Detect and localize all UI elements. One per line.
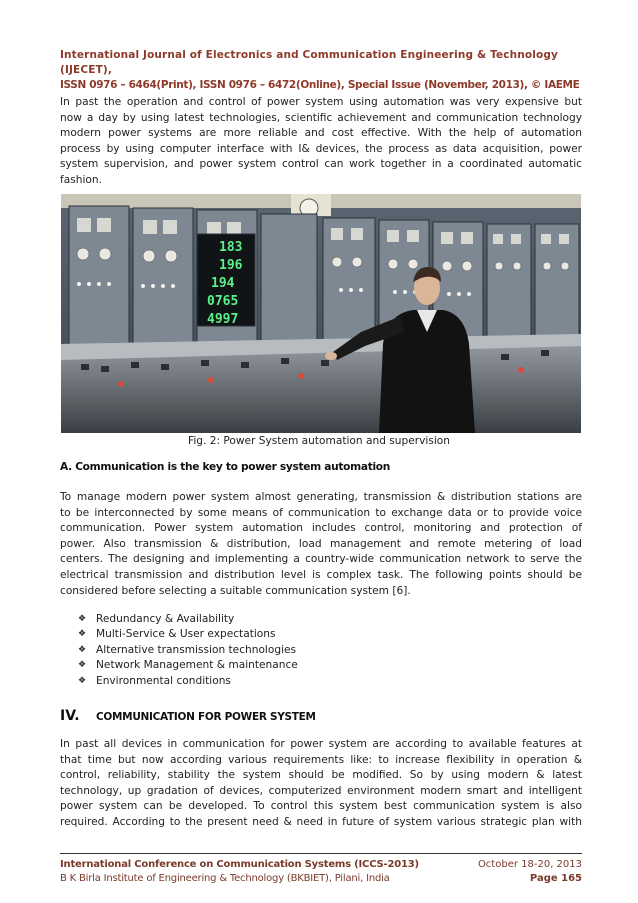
intro-paragraph — [60, 95, 582, 189]
section-iv-line: that time but now according various requirements like: to increase flexibility in operation & — [60, 753, 582, 766]
list-item — [78, 643, 298, 658]
list-item-text: Redundancy & Availability — [96, 613, 235, 625]
control-room-photo — [61, 194, 581, 433]
diamond-bullet-icon: ❖ — [78, 660, 87, 671]
list-item — [78, 612, 298, 627]
footer-conference: International Conference on Communication Systems (ICCS-2013) — [60, 859, 419, 870]
journal-title-line: International Journal of Electronics and Communication Engineering & Technology (IJECET), — [60, 49, 559, 76]
section-a-line: To manage modern power system almost generating, transmission & distribution stations are — [60, 491, 582, 503]
section-iv-heading — [60, 705, 316, 724]
list-item — [78, 627, 298, 642]
intro-line: modern power systems are more reliable and cost effective. With the help of automation — [60, 127, 582, 140]
section-a-line: considered before selecting a suitable communication system [6]. — [60, 584, 411, 597]
footer-divider — [60, 853, 582, 854]
section-a-line: communication. Power system automation includes control, monitoring and protection of — [60, 522, 582, 535]
section-a-paragraph — [60, 490, 582, 599]
intro-line: system supervision, and power system control can work together in a coordinated automatic — [60, 158, 582, 171]
section-iv-line: required. According to the present need & need in future of system various strategic plan with — [60, 815, 582, 828]
list-item-text: Multi-Service & User expectations — [96, 628, 276, 641]
footer-page-info — [478, 858, 582, 886]
list-item — [78, 658, 298, 673]
diamond-bullet-icon: ❖ — [78, 644, 87, 655]
journal-header — [60, 48, 582, 93]
section-a-line: power. Also transmission & distribution, load management and remote metering of load — [60, 537, 582, 550]
section-iv-line: power system can be developed. To control this system best communication system is also — [60, 800, 582, 813]
list-item-text: Alternative transmission technologies — [96, 643, 297, 656]
intro-line: In past the operation and control of power system using automation was very expensive but — [60, 96, 582, 108]
diamond-bullet-icon: ❖ — [78, 675, 87, 686]
intro-line: process by using computer interface with I& devices, the process as data acquisition, power — [60, 142, 582, 155]
section-a-heading: A. Communication is the key to power system automation — [60, 461, 391, 473]
section-title: COMMUNICATION FOR POWER SYSTEM — [96, 711, 316, 723]
display-readout-1: 183 — [219, 240, 243, 255]
section-iv-line: In past all devices in communication for power system are according to available features at — [60, 738, 582, 750]
figure-caption: Fig. 2: Power System automation and supervision — [188, 435, 450, 447]
diamond-bullet-icon: ❖ — [78, 629, 87, 640]
intro-line: fashion. — [60, 173, 102, 186]
section-a-line: electrical transmission and distribution level is complex task. The following points should be — [60, 568, 582, 581]
display-readout-4: 0765 — [207, 294, 239, 309]
footer-dates: October 18-20, 2013 — [477, 859, 582, 870]
control-room-illustration — [61, 194, 581, 433]
diamond-bullet-icon: ❖ — [78, 614, 87, 624]
display-readout-5: 4997 — [207, 312, 239, 327]
page-number: Page 165 — [529, 873, 582, 884]
section-a-line: centers. The designing and implementing a country-wide communication network to serve the — [60, 553, 582, 566]
footer-conference-info — [60, 858, 419, 886]
list-item-text: Environmental conditions — [96, 674, 231, 687]
journal-issn-line: ISSN 0976 – 6464(Print), ISSN 0976 – 6472(Online), Special Issue (November, 2013), © IAEME — [60, 79, 580, 91]
display-readout-2: 196 — [219, 258, 243, 273]
section-iv-paragraph — [60, 737, 582, 831]
list-item-text: Network Management & maintenance — [96, 659, 298, 672]
section-iv-line: control, reliability, stability the system should be modified. So by using modern & latest — [60, 769, 582, 782]
footer-institute: B K Birla Institute of Engineering & Technology (BKBIET), Pilani, India — [60, 873, 390, 884]
intro-line: now a day by using latest technologies, scientific achievement and communication technology — [60, 111, 582, 124]
display-readout-3: 194 — [211, 276, 235, 291]
section-number: IV. — [60, 708, 80, 724]
section-a-line: to be interconnected by some means of communication to exchange data or to provide voice — [60, 506, 582, 519]
section-iv-line: technology, up gradation of devices, computerized environment modern smart and intelligent — [60, 784, 582, 797]
list-item — [78, 674, 298, 689]
considerations-list — [78, 612, 298, 689]
